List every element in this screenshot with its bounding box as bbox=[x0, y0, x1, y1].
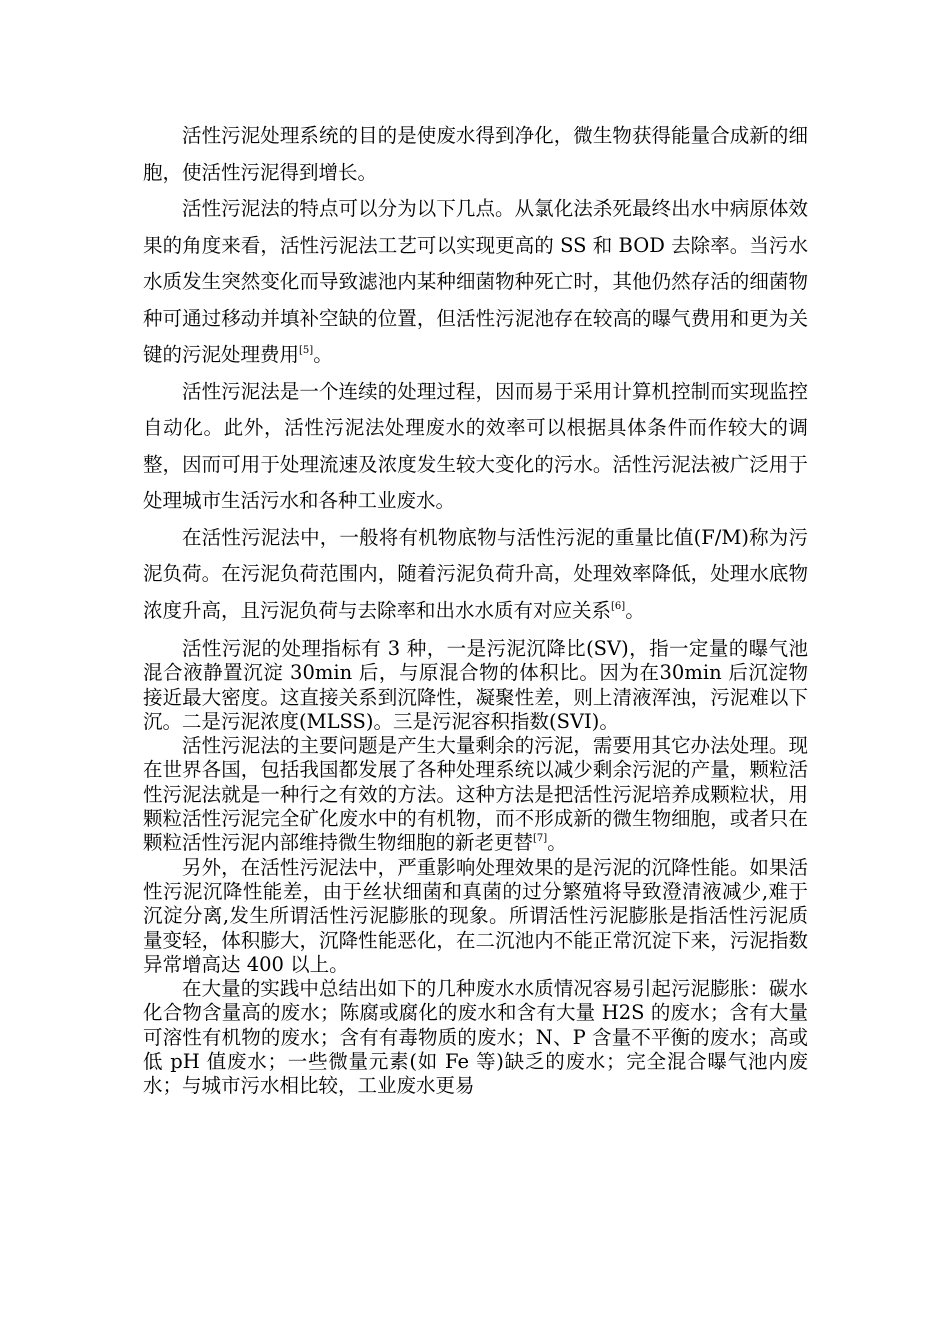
paragraph-tail: 。 bbox=[313, 343, 333, 366]
paragraph-text: 活性污泥处理系统的目的是使废水得到净化，微生物获得能量合成新的细胞，使活性污泥得到增长。 bbox=[143, 124, 808, 184]
paragraph bbox=[143, 977, 808, 1098]
loose-section bbox=[143, 118, 808, 629]
citation-ref: [6] bbox=[611, 600, 626, 612]
paragraph-text: 活性污泥法是一个连续的处理过程，因而易于采用计算机控制而实现监控自动化。此外，活性污泥法处理废水的效率可以根据具体条件而作较大的调整，因而可用于处理流速及浓度发生较大变化的污水。活性污泥法被广泛用于处理城市生活污水和各种工业废水。 bbox=[143, 379, 808, 512]
paragraph-text: 活性污泥法的特点可以分为以下几点。从氯化法杀死最终出水中病原体效果的角度来看，活性污泥法工艺可以实现更高的 SS 和 BOD 去除率。当污水水质发生突然变化而导致滤池内某种细菌物种死亡时，其他仍然存活的细菌物种可通过移动并填补空缺的位置，但活性污泥池存在较高的曝气费用和更为关键的污泥处理费用 bbox=[143, 197, 808, 366]
paragraph-text: 另外，在活性污泥法中，严重影响处理效果的是污泥的沉降性能。如果活性污泥沉降性能差，由于丝状细菌和真菌的过分繁殖将导致澄清液减少,难于沉淀分离,发生所谓活性污泥膨胀的现象。所谓活性污泥膨胀是指活性污泥质量变轻，体积膨大，沉降性能恶化，在二沉池内不能正常沉淀下来，污泥指数异常增高达 400 以上。 bbox=[143, 855, 808, 976]
paragraph-text: 活性污泥法的主要问题是产生大量剩余的污泥，需要用其它办法处理。现在世界各国，包括我国都发展了各种处理系统以减少剩余污泥的产量，颗粒活性污泥法就是一种行之有效的方法。这种方法是把活性污泥培养成颗粒状，用颗粒活性污泥完全矿化废水中的有机物，而不形成新的微生物细胞，或者只在颗粒活性污泥内部维持微生物细胞的新老更替 bbox=[143, 734, 808, 855]
citation-ref: [7] bbox=[533, 833, 548, 845]
paragraph-tail: 。 bbox=[547, 831, 567, 855]
paragraph bbox=[143, 191, 808, 374]
paragraph-text: 在活性污泥法中，一般将有机物底物与活性污泥的重量比值(F/M)称为污泥负荷。在污泥负荷范围内，随着污泥负荷升高，处理效率降低，处理水底物浓度升高，且污泥负荷与去除率和出水水质有对应关系 bbox=[143, 525, 808, 622]
paragraph-text: 活性污泥的处理指标有 3 种，一是污泥沉降比(SV)，指一定量的曝气池混合液静置沉淀 30min 后，与原混合物的体积比。因为在30min 后沉淀物接近最大密度。这直接关系到沉降性，凝聚性差，则上清液浑浊，污泥难以下沉。二是污泥浓度(MLSS)。三是污泥容积指数(SVI)。 bbox=[143, 637, 808, 733]
paragraph bbox=[143, 856, 808, 977]
paragraph bbox=[143, 118, 808, 191]
citation-ref: [5] bbox=[299, 345, 314, 356]
paragraph-tail: 。 bbox=[625, 598, 645, 622]
paragraph bbox=[143, 520, 808, 630]
paragraph bbox=[143, 637, 808, 734]
paragraph bbox=[143, 734, 808, 855]
tight-section bbox=[143, 637, 808, 1099]
document-page bbox=[143, 118, 808, 1099]
paragraph bbox=[143, 374, 808, 520]
paragraph-text: 在大量的实践中总结出如下的几种废水水质情况容易引起污泥膨胀：碳水化合物含量高的废水；陈腐或腐化的废水和含有大量 H2S 的废水；含有大量可溶性有机物的废水；含有有毒物质的废水；N、P 含量不平衡的废水；高或低 pH 值废水；一些微量元素(如 Fe 等)缺乏的废水；完全混合曝气池内废水；与城市污水相比较，工业废水更易 bbox=[143, 977, 808, 1098]
